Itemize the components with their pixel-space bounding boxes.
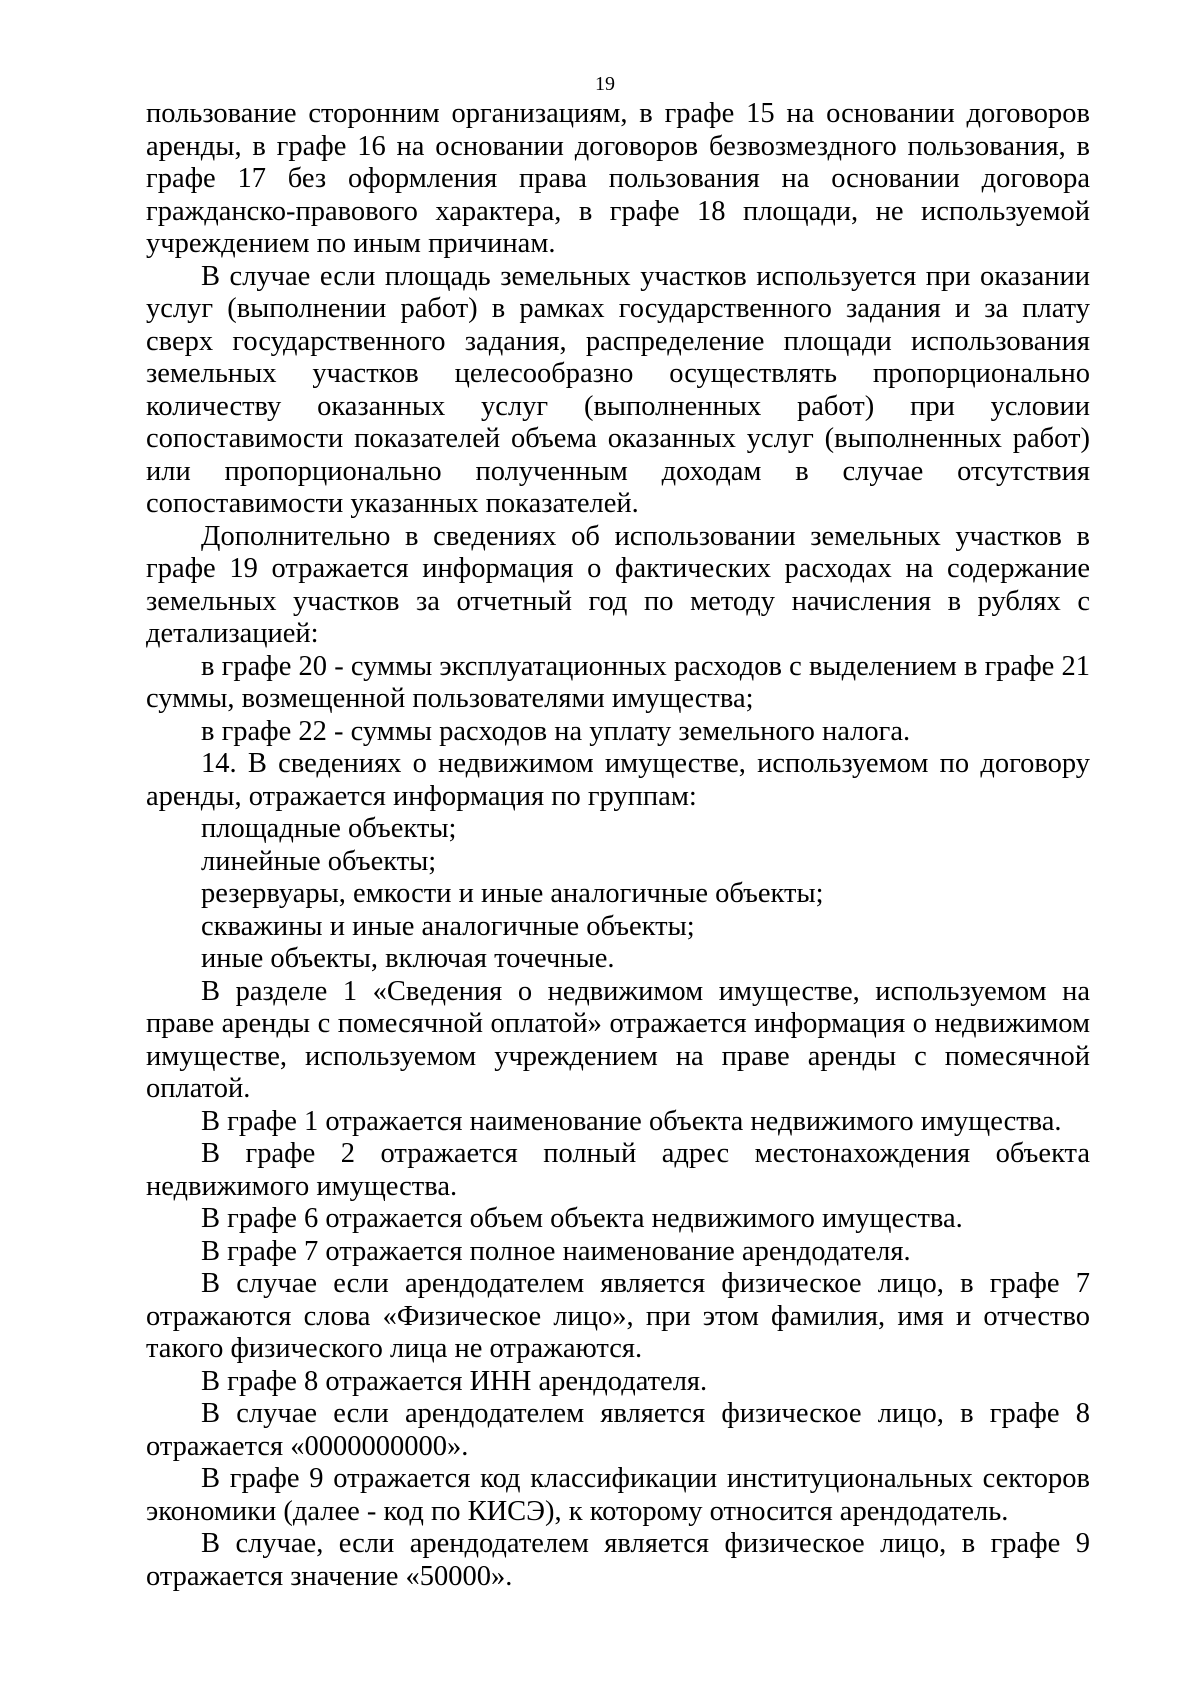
paragraph: В случае, если арендодателем является физическое лицо, в графе 9 отражается значение «50000».	[146, 1528, 1090, 1592]
page-number: 19	[595, 73, 615, 95]
paragraph: в графе 22 - суммы расходов на уплату земельного налога.	[201, 715, 911, 747]
paragraph: В случае если арендодателем является физическое лицо, в графе 8 отражается «0000000000».	[146, 1398, 1090, 1462]
section-paragraph: 14. В сведениях о недвижимом имуществе, используемом по договору аренды, отражается информация по группам:	[146, 748, 1090, 812]
list-item: иные объекты, включая точечные.	[201, 943, 615, 974]
page-body	[146, 98, 1090, 1593]
list-item: скважины и иные аналогичные объекты;	[201, 910, 695, 942]
paragraph: В графе 1 отражается наименование объекта недвижимого имущества.	[201, 1105, 1062, 1137]
paragraph: В графе 8 отражается ИНН арендодателя.	[201, 1365, 708, 1397]
paragraph: В случае если площадь земельных участков используется при оказании услуг (выполнении работ) в рамках государственного задания и за плату сверх государственного задания, распределение площади использования земельных участков целесообразно осуществлять пропорционально количеству оказанных услуг (выполненных работ) при условии сопоставимости показателей объема оказанных услуг (выполненных работ) или пропорционально полученным доходам в случае отсутствия сопоставимости указанных показателей.	[146, 260, 1090, 519]
list-item: линейные объекты;	[201, 845, 437, 877]
paragraph: пользование сторонним организациям, в графе 15 на основании договоров аренды, в графе 16 на основании договоров безвозмездного пользования, в графе 17 без оформления права пользования на основании договора гражданско-правового характера, в графе 18 площади, не используемой учреждением по иным причинам.	[146, 98, 1090, 259]
paragraph: В графе 9 отражается код классификации институциональных секторов экономики (далее - код по КИСЭ), к которому относится арендодатель.	[146, 1463, 1090, 1527]
list-item: площадные объекты;	[201, 813, 457, 844]
paragraph: В графе 2 отражается полный адрес местонахождения объекта недвижимого имущества.	[146, 1138, 1090, 1202]
paragraph: В графе 6 отражается объем объекта недвижимого имущества.	[201, 1203, 963, 1234]
paragraph: В разделе 1 «Сведения о недвижимом имуществе, используемом на праве аренды с помесячной оплатой» отражается информация о недвижимом имуществе, используемом учреждением на праве аренды с помесячной оплатой.	[146, 975, 1090, 1104]
paragraph: в графе 20 - суммы эксплуатационных расходов с выделением в графе 21 суммы, возмещенной пользователями имущества;	[146, 650, 1090, 714]
paragraph: В случае если арендодателем является физическое лицо, в графе 7 отражаются слова «Физическое лицо», при этом фамилия, имя и отчество такого физического лица не отражаются.	[146, 1268, 1090, 1364]
list-item: резервуары, емкости и иные аналогичные объекты;	[201, 878, 824, 909]
paragraph: В графе 7 отражается полное наименование арендодателя.	[201, 1235, 911, 1267]
paragraph: Дополнительно в сведениях об использовании земельных участков в графе 19 отражается информация о фактических расходах на содержание земельных участков за отчетный год по методу начисления в рублях с детализацией:	[146, 520, 1090, 649]
